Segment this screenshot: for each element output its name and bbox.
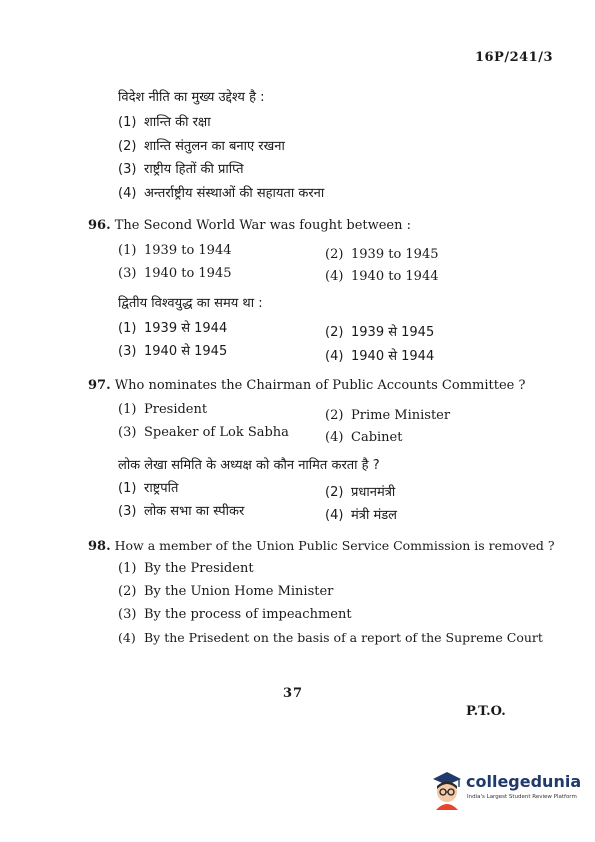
q98-number: 98. [88,539,111,554]
paper-code: 16P/241/3 [474,50,553,65]
q95-hindi-stem: विदेश नीति का मुख्य उद्देश्य है : [118,90,265,105]
q96-option-2: (2) 1939 to 1945 [325,247,439,262]
q96-option-3: (3) 1940 to 1945 [118,266,232,281]
q97-option-4: (4) Cabinet [325,430,403,445]
q98-option-2: (2) By the Union Home Minister [118,584,334,599]
page-number: 37 [283,686,304,701]
q97-number: 97. [88,378,111,393]
student-avatar-icon [430,770,464,810]
brand-name: collegedunia [466,772,582,791]
q97-hindi-option-4: (4) मंत्री मंडल [325,508,397,523]
q97-option-2: (2) Prime Minister [325,408,451,423]
q96-number: 96. [88,218,111,233]
q96-hindi-stem: द्वितीय विश्वयुद्ध का समय था : [118,296,263,311]
q97-stem: Who nominates the Chairman of Public Accounts Committee ? [114,378,526,393]
q98-stem-line [88,538,555,554]
q96-hindi-option-3: (3) 1940 से 1945 [118,344,228,359]
q97-option-1: (1) President [118,402,208,417]
q98-option-1: (1) By the President [118,561,254,576]
q97-hindi-stem: लोक लेखा समिति के अध्यक्ष को कौन नामित करता है ? [118,458,380,473]
collegedunia-logo [428,768,582,812]
q95-hindi-option-1: (1) शान्ति की रक्षा [118,115,211,130]
q97-hindi-option-2: (2) प्रधानमंत्री [325,485,396,500]
q96-option-1: (1) 1939 to 1944 [118,243,232,258]
q97-stem-line [88,378,525,393]
q97-hindi-option-3: (3) लोक सभा का स्पीकर [118,504,245,519]
q95-hindi-option-2: (2) शान्ति संतुलन का बनाए रखना [118,139,285,154]
pto-label: P.T.O. [466,704,506,719]
q98-option-4: (4) By the Prisedent on the basis of a report of the Supreme Court [118,630,543,645]
q95-hindi-option-4: (4) अन्तर्राष्ट्रीय संस्थाओं की सहायता करना [118,186,325,201]
q97-hindi-option-1: (1) राष्ट्रपति [118,481,179,496]
brand-tagline: India's Largest Student Review Platform [467,794,577,800]
q96-hindi-option-1: (1) 1939 से 1944 [118,321,228,336]
q98-option-3: (3) By the process of impeachment [118,607,352,622]
q96-hindi-option-4: (4) 1940 से 1944 [325,349,435,364]
q96-option-4: (4) 1940 to 1944 [325,269,439,284]
q96-stem: The Second World War was fought between : [114,218,412,233]
q95-hindi-option-3: (3) राष्ट्रीय हितों की प्राप्ति [118,162,244,177]
q96-hindi-option-2: (2) 1939 से 1945 [325,325,435,340]
q97-option-3: (3) Speaker of Lok Sabha [118,425,289,440]
q98-stem: How a member of the Union Public Service Commission is removed ? [114,538,555,553]
q96-stem-line [88,218,411,233]
